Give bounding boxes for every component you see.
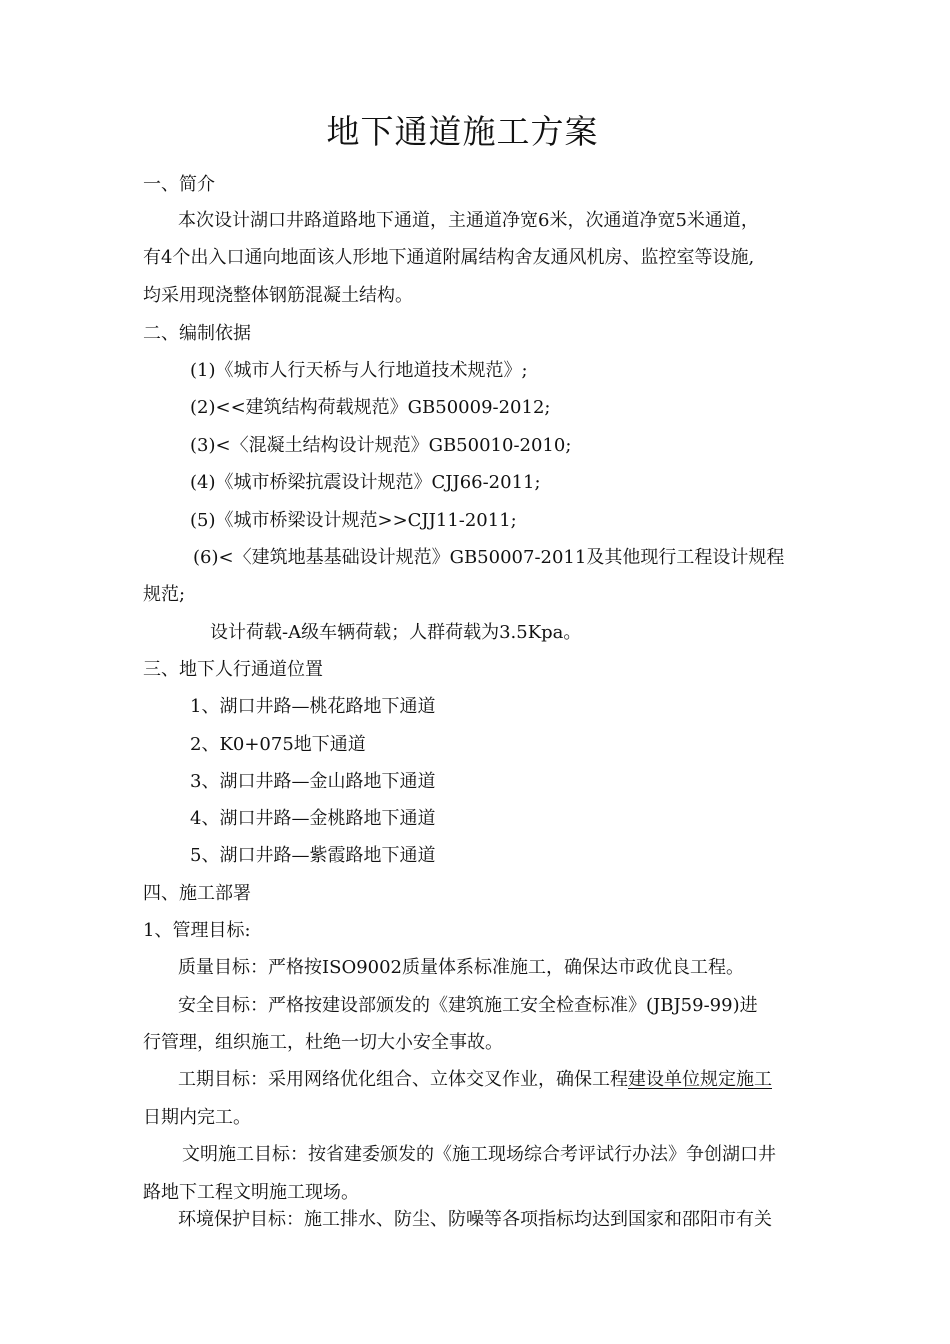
basis-item-5: (5)《城市桥梁设计规范>>CJJ11-2011;: [190, 510, 517, 531]
safety-goal-line-1: 安全目标：严格按建设部颁发的《建筑施工安全检查标准》(JBJ59-99)进: [178, 995, 758, 1016]
intro-paragraph-line-2: 有4个出入口通向地面该人形地下通道附属结构舍友通风机房、监控室等设施,: [143, 247, 755, 268]
location-item-3: 3、湖口井路—金山路地下通道: [190, 771, 436, 792]
civil-goal-line-2: 路地下工程文明施工现场。: [143, 1182, 359, 1203]
basis-item-3: (3)<〈混凝土结构设计规范》GB50010-2010;: [190, 435, 572, 456]
basis-item-4: (4)《城市桥梁抗震设计规范》CJJ66-2011;: [190, 472, 541, 493]
section-heading-intro: 一、简介: [143, 174, 215, 195]
design-load-line: 设计荷载-A级车辆荷载；人群荷载为3.5Kpa。: [210, 622, 582, 643]
environment-goal-line-1: 环境保护目标：施工排水、防尘、防噪等各项指标均达到国家和邵阳市有关: [178, 1209, 772, 1230]
quality-goal-line: 质量目标：严格按ISO9002质量体系标准施工，确保达市政优良工程。: [178, 957, 745, 978]
schedule-goal-text: 工期目标：采用网络优化组合、立体交叉作业，确保工程: [178, 1069, 628, 1090]
document-title: 地下通道施工方案: [326, 112, 599, 151]
basis-item-2: (2)<<建筑结构荷载规范》GB50009-2012;: [190, 397, 551, 418]
schedule-goal-line-2: 日期内完工。: [143, 1107, 251, 1128]
section-heading-location: 三、地下人行通道位置: [143, 659, 323, 680]
location-item-4: 4、湖口井路—金桃路地下通道: [190, 808, 436, 829]
intro-paragraph-line-3: 均采用现浇整体钢筋混凝土结构。: [143, 285, 413, 306]
section-heading-basis: 二、编制依据: [143, 323, 251, 344]
management-goals-heading: 1、管理目标:: [143, 920, 251, 941]
civil-goal-line-1: 文明施工目标：按省建委颁发的《施工现场综合考评试行办法》争创湖口井: [182, 1144, 776, 1165]
section-heading-deployment: 四、施工部署: [143, 883, 251, 904]
location-item-1: 1、湖口井路—桃花路地下通道: [190, 696, 436, 717]
location-item-5: 5、湖口井路—紫霞路地下通道: [190, 845, 436, 866]
schedule-goal-line-1: [178, 1067, 772, 1093]
location-item-2: 2、K0+075地下通道: [190, 734, 366, 755]
schedule-goal-underlined-text: 建设单位规定施工: [628, 1069, 772, 1090]
intro-paragraph-line-1: 本次设计湖口井路道路地下通道，主通道净宽6米，次通道净宽5米通道，: [178, 210, 759, 231]
basis-item-6-continued: 规范;: [143, 584, 186, 605]
basis-item-6: (6)<〈建筑地基基础设计规范》GB50007-2011及其他现行工程设计规程: [193, 547, 785, 568]
safety-goal-line-2: 行管理，组织施工，杜绝一切大小安全事故。: [143, 1032, 503, 1053]
basis-item-1: (1)《城市人行天桥与人行地道技术规范》;: [190, 360, 528, 381]
